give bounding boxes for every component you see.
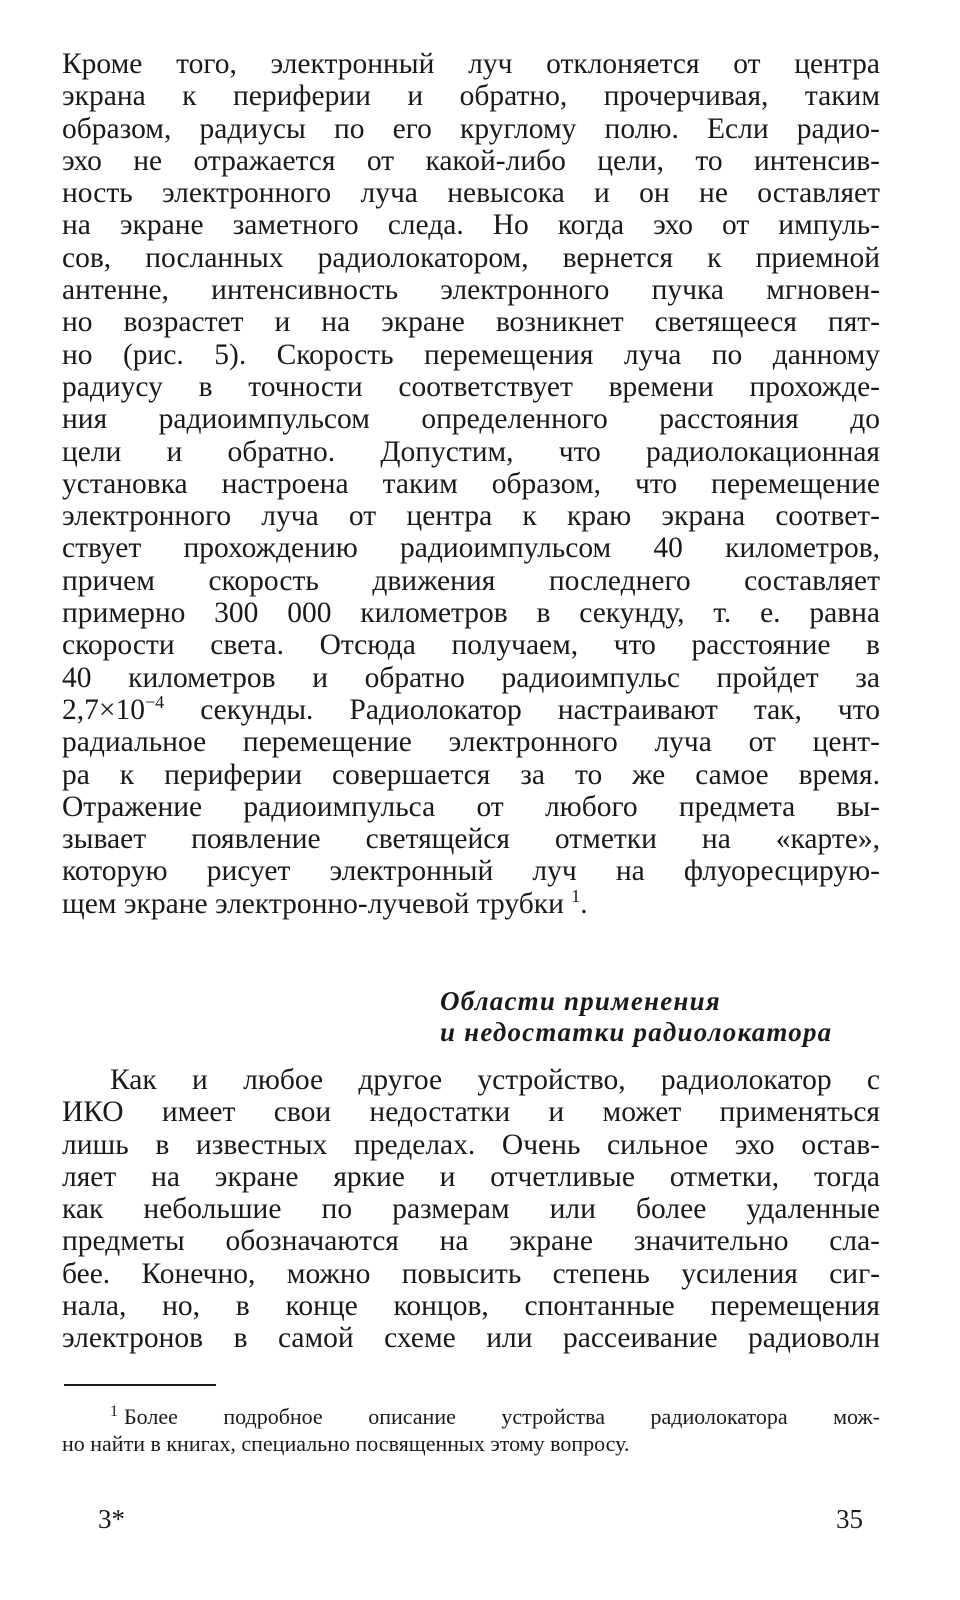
text-line: эхо не отражается от какой-либо цели, то интенсив- <box>62 144 880 177</box>
text-line: зывает появление светящейся отметки на «карте», <box>62 823 880 856</box>
text-line: которую рисует электронный луч на флуоресцирую- <box>62 855 880 888</box>
text-line: причем скорость движения последнего составляет <box>62 564 880 597</box>
text-line: радиальное перемещение электронного луча от цент- <box>62 726 880 759</box>
text-line: ния радиоимпульсом определенного расстояния до <box>62 403 880 436</box>
footnote-divider <box>64 1384 216 1386</box>
text-line: как небольшие по размерам или более удаленные <box>62 1193 880 1226</box>
text-line: антенне, интенсивность электронного пучка мгновен- <box>62 274 880 307</box>
footnote <box>62 1403 880 1457</box>
text-line: бее. Конечно, можно повысить степень усиления сиг- <box>62 1257 880 1290</box>
text-line: но (рис. 5). Скорость перемещения луча по данному <box>62 338 880 371</box>
signature-mark: 3* <box>98 1504 125 1534</box>
book-page <box>62 48 880 1534</box>
text-line: примерно 300 000 километров в секунду, т. е. равна <box>62 597 880 630</box>
text-line: электронного луча от центра к краю экрана соответ- <box>62 500 880 533</box>
text-line: ляет на экране яркие и отчетливые отметки, тогда <box>62 1160 880 1193</box>
formula-rest: секунды. Радиолокатор настраивают так, что <box>164 693 880 726</box>
footnote-mark: 1 <box>110 1402 118 1420</box>
section-heading <box>440 986 880 1048</box>
text-line: образом, радиусы по его круглому полю. Если радио- <box>62 112 880 145</box>
text-line: ность электронного луча невысока и он не оставляет <box>62 177 880 210</box>
footnote-reference: 1 <box>571 885 581 906</box>
text-line: ствует прохождению радиоимпульсом 40 километров, <box>62 532 880 565</box>
text-line: экрана к периферии и обратно, прочерчивая, таким <box>62 80 880 113</box>
formula-exponent: −4 <box>145 692 165 713</box>
footnote-line-1-text: Более подробное описание устройства радиолокатора мож- <box>124 1404 880 1429</box>
text-line: цели и обратно. Допустим, что радиолокационная <box>62 435 880 468</box>
text-line: ИКО имеет свои недостатки и может применяться <box>62 1096 880 1129</box>
footnote-line: но найти в книгах, специально посвященных этому вопросу. <box>62 1431 630 1456</box>
last-line-end: . <box>580 887 588 920</box>
text-line: Как и любое другое устройство, радиолокатор с <box>110 1064 880 1096</box>
footnote-line <box>62 1403 880 1430</box>
text-line-formula <box>62 694 880 726</box>
text-line: сов, посланных радиолокатором, вернется к приемной <box>62 241 880 274</box>
text-line: ра к периферии совершается за то же самое время. <box>62 758 880 791</box>
text-line: скорости света. Отсюда получаем, что расстояние в <box>62 629 880 662</box>
section-heading-line-2: и недостатки радиолокатора <box>440 1017 833 1047</box>
text-line: предметы обозначаются на экране значительно сла- <box>62 1225 880 1258</box>
text-line-last <box>62 885 880 920</box>
text-line: лишь в известных пределах. Очень сильное эхо остав- <box>62 1128 880 1161</box>
text-line: 40 километров и обратно радиоимпульс пройдет за <box>62 661 880 694</box>
paragraph-radar-beam <box>62 48 880 920</box>
text-line: электронов в самой схеме или рассеивание радиоволн <box>62 1322 880 1355</box>
formula-base: 2,7×10 <box>62 693 146 726</box>
text-line: радиусу в точности соответствует времени прохожде- <box>62 370 880 403</box>
text-line: установка настроена таким образом, что перемещение <box>62 467 880 500</box>
text-line: но возрастет и на экране возникнет светящееся пят- <box>62 306 880 339</box>
text-line: нала, но, в конце концов, спонтанные перемещения <box>62 1290 880 1323</box>
last-line-text: щем экране электронно-лучевой трубки <box>62 887 564 920</box>
section-heading-line-1: Области применения <box>440 986 721 1016</box>
text-line: Отражение радиоимпульса от любого предмета вы- <box>62 790 880 823</box>
text-line: Кроме того, электронный луч отклоняется от центра <box>62 48 880 80</box>
page-number: 35 <box>836 1504 863 1534</box>
paragraph-limitations <box>62 1064 880 1355</box>
text-line: на экране заметного следа. Но когда эхо от импуль- <box>62 209 880 242</box>
